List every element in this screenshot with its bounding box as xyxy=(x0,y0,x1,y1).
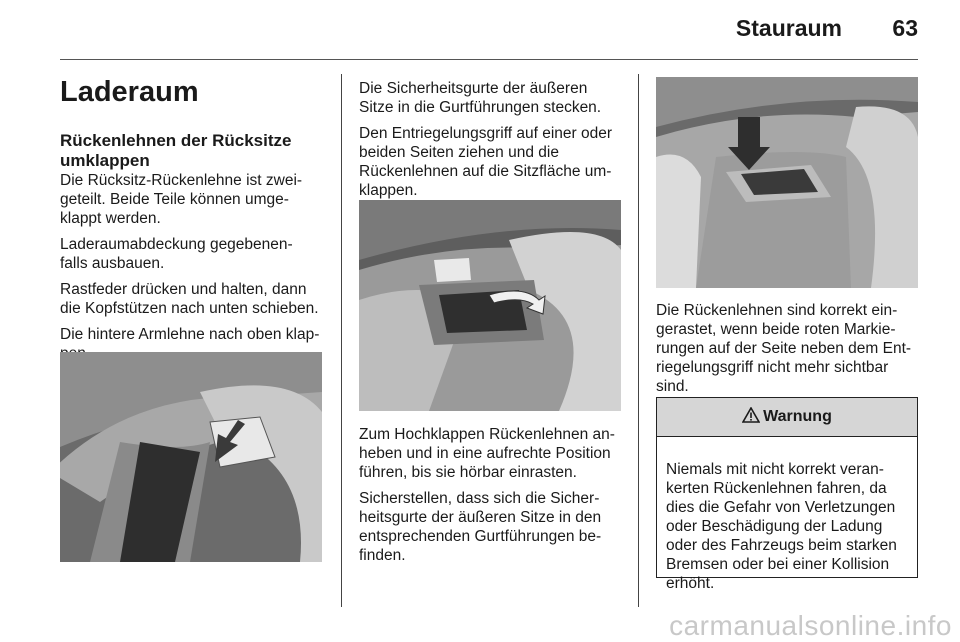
right-column-text xyxy=(656,301,926,403)
figure-backrest-locked xyxy=(656,77,918,288)
left-column xyxy=(60,76,330,370)
figure-seat-belt-guide xyxy=(60,352,322,562)
page-number: 63 xyxy=(892,15,918,41)
subsection-title: Rückenlehnen der Rücksitze umklappen xyxy=(60,131,292,170)
column-divider-1 xyxy=(341,74,342,607)
paragraph: Die Rückenlehnen sind korrekt ein- gerastet, wenn beide roten Markie- rungen auf der Seite neben dem Ent- riegelungsgriff nicht mehr sichtbar sind. xyxy=(656,302,912,395)
warning-header xyxy=(657,398,917,437)
seat-belt-illustration xyxy=(60,352,322,562)
running-header-title: Stauraum xyxy=(735,15,842,41)
column-divider-2 xyxy=(638,74,639,607)
middle-column-bottom xyxy=(359,425,629,572)
warning-box xyxy=(656,397,918,592)
paragraph: Sicherstellen, dass sich die Sicher- heitsgurte der äußeren Sitze in den entsprechenden Gurtführungen be- finden. xyxy=(359,490,602,564)
release-handle-illustration xyxy=(359,200,621,411)
paragraph: Den Entriegelungsgriff auf einer oder beiden Seiten ziehen und die Rückenlehnen auf die Sitzfläche um- klappen. xyxy=(359,125,613,199)
warning-triangle-icon xyxy=(742,407,760,428)
warning-text: Niemals mit nicht korrekt veran- kerten Rückenlehnen fahren, da dies die Gefahr von Verletzungen oder Beschädigung der Ladung oder des Fahrzeugs beim starken Bremsen oder bei einer Kollision erhöht. xyxy=(666,461,897,592)
backrest-illustration xyxy=(656,77,918,288)
figure-release-handle xyxy=(359,200,621,411)
middle-column-top xyxy=(359,79,629,207)
warning-title: Warnung xyxy=(763,408,832,425)
paragraph: Rastfeder drücken und halten, dann die Kopfstützen nach unten schieben. xyxy=(60,281,319,317)
section-title: Laderaum xyxy=(60,76,199,108)
header-rule xyxy=(60,59,918,60)
paragraph: Die Sicherheitsgurte der äußeren Sitze in die Gurtführungen stecken. xyxy=(359,80,602,116)
watermark: carmanualsonline.info xyxy=(669,610,952,641)
paragraph: Zum Hochklappen Rückenlehnen an- heben und in eine aufrechte Position führen, bis sie hörbar einrasten. xyxy=(359,426,615,481)
paragraph: Die Rücksitz-Rückenlehne ist zwei- geteilt. Beide Teile können umge- klappt werden. xyxy=(60,172,303,227)
paragraph: Die hintere Armlehne nach oben klap- xyxy=(60,326,320,343)
paragraph: Laderaumabdeckung gegebenen- falls ausbauen. xyxy=(60,236,293,272)
